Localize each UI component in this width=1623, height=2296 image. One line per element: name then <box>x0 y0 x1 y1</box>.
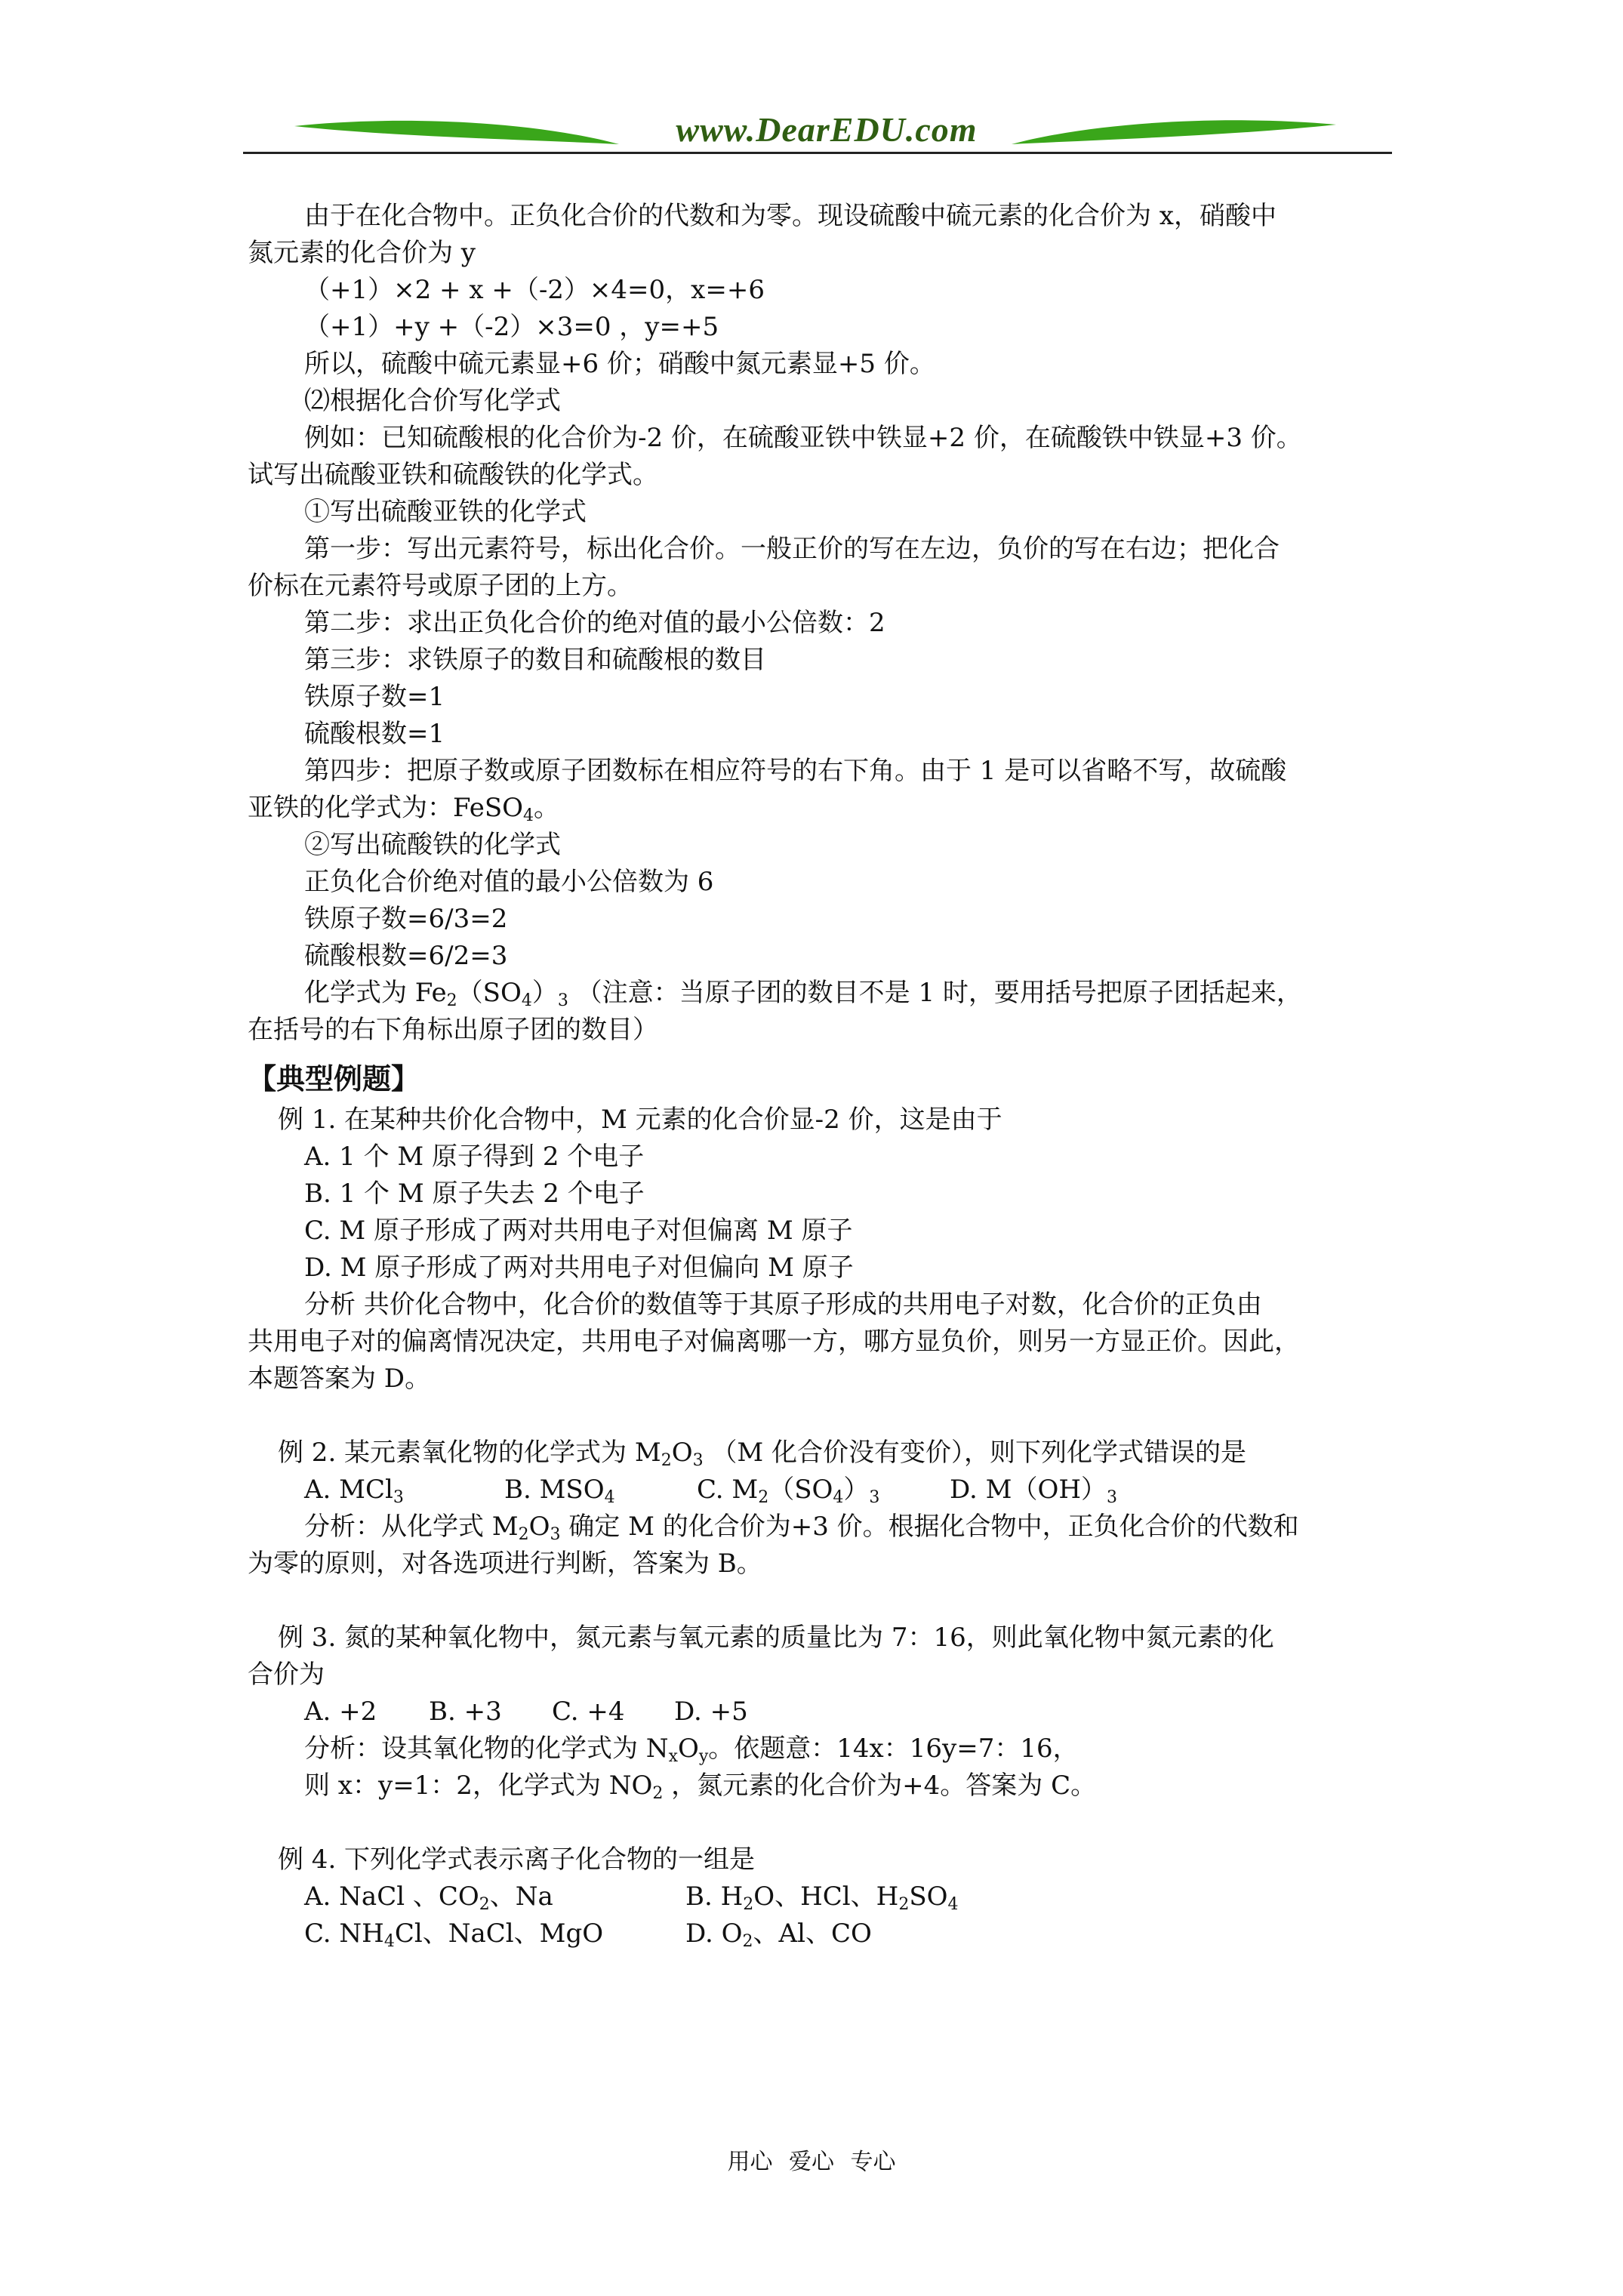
text-line: 价标在元素符号或原子团的上方。 <box>248 571 633 601</box>
text-line: 硫酸根数=1 <box>304 719 445 749</box>
analysis-line: 分析：从化学式 $M_2O_3$ 确定 M 的化合价为+3 价。根据化合物中，正负化合价的代数和 <box>304 1512 1299 1544</box>
text-line: 亚铁的化学式为：FeSO$_4$。 <box>248 793 560 825</box>
option-a: A. +2 <box>304 1697 377 1727</box>
text-line: 正负化合价绝对值的最小公倍数为 6 <box>304 867 714 897</box>
options-row <box>248 1472 1395 1509</box>
text-line: 铁原子数=1 <box>304 682 445 712</box>
page-header <box>242 109 1389 162</box>
page-footer: 用心 爱心 专心 <box>727 2149 896 2175</box>
analysis-line: 则 x：y=1：2，化学式为 $NO_2$ ，氮元素的化合价为+4。答案为 C。 <box>304 1771 1097 1803</box>
example-question: 例 1. 在某种共价化合物中，M 元素的化合价显-2 价，这是由于 <box>278 1105 1002 1135</box>
option-a: A. NaCl 、$CO_2$、Na <box>304 1881 553 1914</box>
text-line: 第四步：把原子数或原子团数标在相应符号的右下角。由于 1 是可以省略不写，故硫酸 <box>304 756 1287 786</box>
analysis-line: 分析：设其氧化物的化学式为 $N_xO_y$。依题意：14x：16y=7：16， <box>304 1734 1079 1766</box>
analysis-line: 为零的原则，对各选项进行判断，答案为 B。 <box>248 1549 762 1579</box>
option-c: C. $M_2(SO_4)_3$ <box>697 1475 880 1507</box>
text-line: 所以，硫酸中硫元素显+6 价；硝酸中氮元素显+5 价。 <box>304 349 935 379</box>
option-d: D. M 原子形成了两对共用电子对但偏向 M 原子 <box>304 1253 854 1283</box>
option-d: D. $O_2$、Al、CO <box>685 1918 872 1951</box>
text-line: （+1）+y +（-2）×3=0 ，y=+5 <box>304 312 719 342</box>
section-heading: 【典型例题】 <box>248 1062 420 1096</box>
text-line: 第一步：写出元素符号，标出化合价。一般正价的写在左边，负价的写在右边；把化合 <box>304 534 1280 564</box>
option-a: A. 1 个 M 原子得到 2 个电子 <box>304 1142 645 1172</box>
option-b: B. +3 <box>429 1697 502 1727</box>
text-line: 氮元素的化合价为 y <box>248 238 476 268</box>
text-line: 在括号的右下角标出原子团的数目） <box>248 1015 658 1045</box>
header-rule <box>243 152 1392 154</box>
option-c: C. +4 <box>552 1697 625 1727</box>
options-row <box>248 1693 1395 1730</box>
text-line: 第二步：求出正负化合价的绝对值的最小公倍数：2 <box>304 608 885 638</box>
text-line: 试写出硫酸亚铁和硫酸铁的化学式。 <box>248 460 658 490</box>
option-c: C. $NH_4Cl$、NaCl、MgO <box>304 1918 604 1951</box>
options-row <box>248 1878 1395 1915</box>
text-line: 化学式为 $Fe_2(SO_4)_3$ （注意：当原子团的数目不是 1 时，要用括号把原子团括起来， <box>304 978 1302 1010</box>
example-question-cont: 合价为 <box>248 1660 325 1690</box>
analysis-line: 分析 共价化合物中，化合价的数值等于其原子形成的共用电子对数，化合价的正负由 <box>304 1290 1262 1320</box>
text-line: 铁原子数=6/3=2 <box>304 904 508 934</box>
option-d: D. $M(OH)_3$ <box>950 1475 1118 1507</box>
option-b: B. $MSO_4$ <box>504 1475 615 1507</box>
option-d: D. +5 <box>674 1697 748 1727</box>
text-line: ⑵根据化合价写化学式 <box>304 386 561 416</box>
option-b: B. 1 个 M 原子失去 2 个电子 <box>304 1179 645 1209</box>
left-swoosh-icon <box>294 121 619 144</box>
example-question: 例 2. 某元素氧化物的化学式为 $M_2O_3$ （M 化合价没有变价），则下列化学式错误的是 <box>278 1438 1246 1470</box>
options-row <box>248 1915 1395 1952</box>
analysis-line: 共用电子对的偏离情况决定，共用电子对偏离哪一方，哪方显负价，则另一方显正价。因此， <box>248 1327 1300 1357</box>
text-line: 第三步：求铁原子的数目和硫酸根的数目 <box>304 645 766 675</box>
analysis-line: 本题答案为 D。 <box>248 1364 431 1394</box>
text-line: ②写出硫酸铁的化学式 <box>304 830 561 860</box>
text-line: （+1）×2 + x +（-2）×4=0，x=+6 <box>304 275 765 305</box>
option-a: A. MCl$_3$ <box>304 1475 404 1507</box>
document-body <box>248 198 1395 1952</box>
option-b: B. $H_2O$、HCl、$H_2SO_4$ <box>685 1881 959 1914</box>
site-logo-text[interactable]: www.DearEDU.com <box>676 110 978 149</box>
text-line: ①写出硫酸亚铁的化学式 <box>304 497 587 527</box>
text-line: 例如：已知硫酸根的化合价为-2 价，在硫酸亚铁中铁显+2 价，在硫酸铁中铁显+3 价。 <box>304 423 1302 453</box>
text-line: 由于在化合物中。正负化合价的代数和为零。现设硫酸中硫元素的化合价为 x，硝酸中 <box>304 201 1277 231</box>
right-swoosh-icon <box>1012 120 1336 144</box>
example-question: 例 3. 氮的某种氧化物中，氮元素与氧元素的质量比为 7：16，则此氧化物中氮元素的化 <box>278 1623 1274 1653</box>
text-line: 硫酸根数=6/2=3 <box>304 941 508 971</box>
example-question: 例 4. 下列化学式表示离子化合物的一组是 <box>278 1845 756 1875</box>
option-c: C. M 原子形成了两对共用电子对但偏离 M 原子 <box>304 1216 853 1246</box>
